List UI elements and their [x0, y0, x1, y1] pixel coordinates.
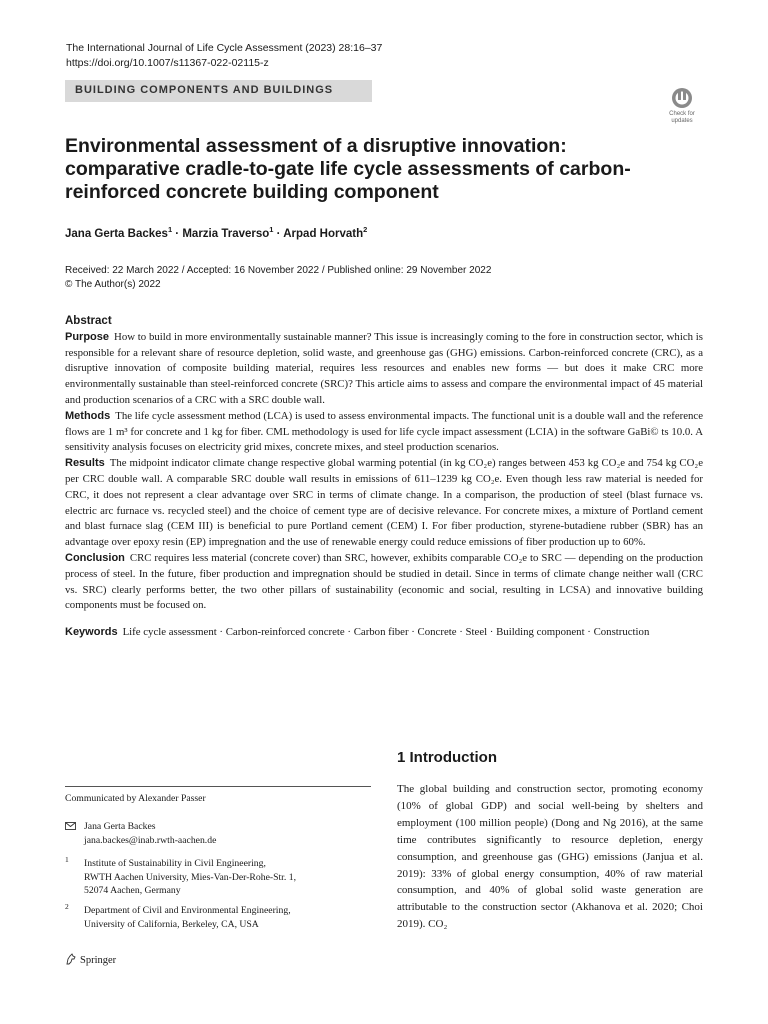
results-text: The midpoint indicator climate change respective global warming potential (in kg CO₂e) ranges between 453 kg CO₂e and 754 kg CO₂e per CRC double wall. A comparable SRC double wall results in emissions of 611–1239 kg CO₂e. Even though less raw material is needed for CRC, it does not represent a clear advantage over SRC in terms of climate change. In a comparison, the production of steel (blast furnace vs. electric arc furnace vs. recycled steel) and the choice of cement type are of decisive relevance. For concrete mixes, a mixture of Portland cement and blast furnace slag (CEM III) is beneficial to pure Portland cement (CEM) I. For fiber production, styrene-butadiene rubber (SBR) has an advantage over epoxy resin (EP) impregnation and the use of renewable energy could reduce emissions of fiber production up to 60%. — [65, 457, 703, 549]
article-dates — [65, 264, 491, 292]
journal-citation — [66, 41, 382, 71]
email-link[interactable]: jana.backes@inab.rwth-aachen.de — [84, 834, 217, 846]
introduction-heading: 1 Introduction — [397, 749, 497, 766]
publication-dates: Received: 22 March 2022 / Accepted: 16 November 2022 / Published online: 29 November 2022 — [65, 265, 492, 276]
corresponding-author — [84, 820, 216, 847]
affiliation-line: Department of Civil and Environmental Engineering, — [84, 905, 291, 916]
abstract-section — [65, 314, 703, 641]
keywords-label: Keywords — [65, 626, 118, 639]
corresponding-name: Jana Gerta Backes — [84, 821, 156, 832]
purpose-text: How to build in more environmentally sustainable manner? This issue is increasingly coming to the fore in construction sector, which is responsible for a relevant share of resource depletion, solid waste, and greenhouse gas (GHG) emissions. Carbon-reinforced concrete (CRC), as a disruptive innovation of composite building material, requires less resources and enables new forms — but does it make CRC more environmentally sustainable than steel-reinforced concrete (SRC)? This article aims to assess and compare the environmental impact of 45 material and production scenarios of a CRC with a SRC double wall. — [65, 330, 703, 406]
section-band — [65, 80, 372, 102]
methods-label: Methods — [65, 409, 111, 422]
abstract-methods — [65, 409, 703, 456]
author-name[interactable]: Arpad Horvath — [283, 227, 364, 240]
results-label: Results — [65, 457, 105, 470]
affiliation-line: Institute of Sustainability in Civil Engineering, — [84, 858, 266, 869]
affiliation-2 — [84, 904, 291, 931]
affiliation-number: 2 — [65, 902, 69, 911]
abstract-results — [65, 456, 703, 551]
section-label: BUILDING COMPONENTS AND BUILDINGS — [75, 84, 334, 96]
author-affiliation: 1 — [269, 225, 274, 234]
introduction-text: The global building and construction sector, promoting economy (10% of global GDP) and social well-being by shelters and employment (100 million people) (Dong and Ng 2016), at the same time contributes significantly to resource depletion, energy consumption, and greenhouse gas (GHG) emissions (Janjua et al. 2019): 33% of global energy consumption, 40% of raw material consumption, and 40% of global solid waste generation are attributable to the construction sector (Akhanova et al. 2020; Choi 2019). CO₂ — [397, 783, 703, 931]
author-name[interactable]: Marzia Traverso — [182, 227, 270, 240]
check-updates-line2: updates — [671, 118, 693, 124]
check-updates-icon — [662, 85, 702, 125]
footnote-divider — [65, 786, 371, 787]
abstract-conclusion — [65, 551, 703, 614]
author-affiliation: 2 — [363, 225, 368, 234]
journal-line: The International Journal of Life Cycle Assessment (2023) 28:16–37 — [66, 42, 383, 54]
affiliation-line: University of California, Berkeley, CA, USA — [84, 918, 259, 930]
keywords-text: Life cycle assessment · Carbon-reinforced concrete · Carbon fiber · Concrete · Steel · Building component · Construction — [122, 626, 650, 639]
springer-horse-icon — [65, 953, 77, 965]
affiliation-line: RWTH Aachen University, Mies-Van-Der-Rohe-Str. 1, — [84, 871, 296, 883]
communicated-by: Communicated by Alexander Passer — [65, 793, 206, 804]
check-for-updates-badge[interactable] — [662, 85, 702, 125]
publisher-footer — [65, 953, 116, 966]
methods-text: The life cycle assessment method (LCA) is used to assess environmental impacts. The functional unit is a double wall and the reference flows are 1 m³ for concrete and 1 kg for fiber. CML methodology is used for life cycle impact assessment (LCIA) in the software GaBi© ts 10.0. A sensitivity analysis focuses on electricity grid mixes, concrete mixes, and steel production scenarios. — [65, 409, 703, 454]
affiliation-number: 1 — [65, 855, 69, 864]
publisher-name: Springer — [80, 955, 117, 966]
purpose-label: Purpose — [65, 330, 110, 343]
abstract-purpose — [65, 330, 703, 409]
check-updates-line1: Check for — [669, 111, 695, 117]
copyright-line: © The Author(s) 2022 — [65, 279, 161, 290]
envelope-icon — [65, 822, 76, 833]
conclusion-label: Conclusion — [65, 551, 125, 564]
author-name[interactable]: Jana Gerta Backes — [65, 227, 168, 240]
author-separator: · — [273, 227, 284, 240]
author-separator: · — [172, 227, 183, 240]
abstract-heading: Abstract — [65, 315, 112, 327]
keywords — [65, 625, 703, 641]
affiliation-line: 52074 Aachen, Germany — [84, 885, 181, 896]
doi-link[interactable]: https://doi.org/10.1007/s11367-022-02115-z — [66, 57, 269, 69]
affiliation-1 — [84, 857, 296, 898]
article-title: Environmental assessment of a disruptive innovation: comparative cradle-to-gate life cycle assessments of carbon-reinforced concrete building component — [65, 135, 631, 203]
author-list — [65, 225, 367, 240]
conclusion-text: CRC requires less material (concrete cover) than SRC, however, exhibits comparable CO₂e to SRC — depending on the production process of steel. In the future, fiber production and impregnation should be studied in detail. Since in terms of climate change neither wall (CRC vs. SRC) clearly performs better, the two other pillars of sustainability (economic and social, resulting in LCSA) and innovative building components must be focused on. — [65, 551, 703, 612]
author-affiliation: 1 — [167, 225, 173, 234]
